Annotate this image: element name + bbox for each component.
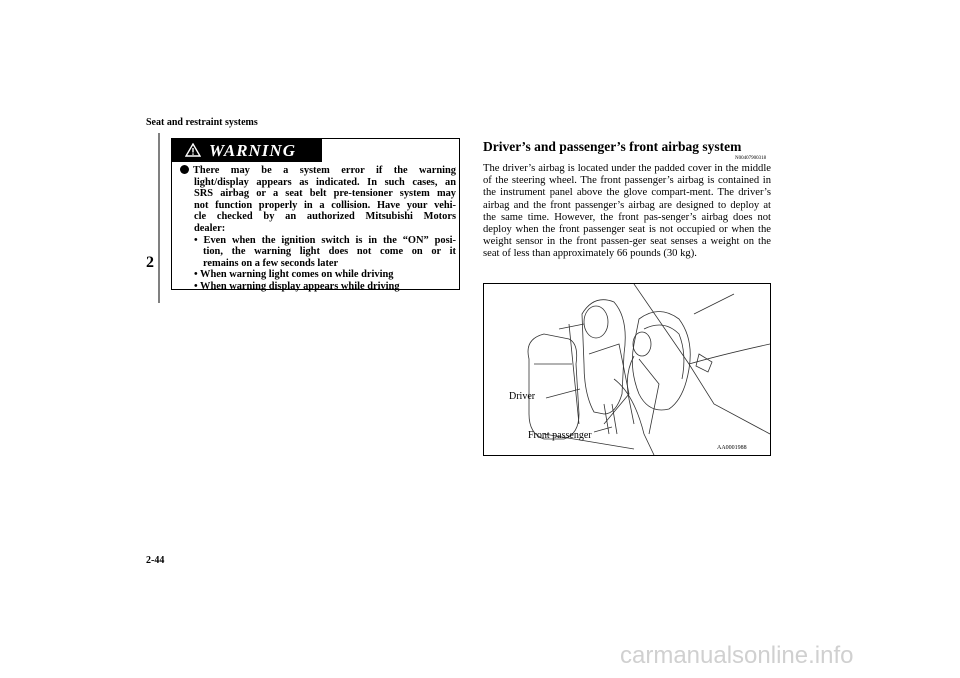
airbag-diagram-icon: [484, 284, 770, 455]
chapter-tab-bar: [146, 133, 162, 303]
watermark: carmanualsonline.info: [620, 642, 854, 669]
warning-text: [180, 165, 456, 293]
driver-label: Driver: [509, 391, 536, 402]
section-body-text: The driver’s airbag is located under the padded cover in the middle of the steering wheel. The front passenger’s airbag is contained in the instrument panel above the glove compart-ment. The driver’s airbag and the front passenger’s airbag are designed to deploy at the same time. However, the front pas-senger’s airbag does not deploy when the front passenger seat is not occupied or when the weight sensor in the front passen-ger seat senses a weight on the seat of less than approximately 66 pounds (30 kg).: [483, 163, 771, 260]
warning-line: not function properly in a collision. Have your vehi-: [194, 199, 456, 211]
bullet-dot-icon: [180, 165, 189, 174]
running-header: Seat and restraint systems: [146, 117, 258, 128]
warning-label: WARNING: [209, 141, 296, 160]
warning-header: [172, 139, 322, 162]
warning-line: cle checked by an authorized Mitsubishi Motors: [194, 211, 456, 223]
warning-line: tion, the warning light does not come on or it: [203, 246, 456, 258]
warning-box: [171, 138, 460, 290]
airbag-illustration: [483, 283, 771, 456]
warning-line: • When warning display appears while driving: [194, 280, 400, 292]
section-code: N00407900318: [735, 156, 767, 161]
front-passenger-label: Front passenger: [528, 430, 592, 441]
page-number: 2-44: [146, 555, 165, 566]
warning-line: SRS airbag or a seat belt pre-tensioner system may: [194, 188, 456, 200]
warning-triangle-icon: [185, 143, 201, 157]
warning-line: light/display appears as indicated. In such cases, an: [194, 176, 456, 188]
warning-line: dealer:: [194, 222, 226, 234]
section-title: Driver’s and passenger’s front airbag system: [483, 139, 742, 154]
warning-line: There may be a system error if the warning: [180, 165, 456, 177]
figure-code: AA0001988: [717, 445, 747, 451]
warning-line: • Even when the ignition switch is in the “ON” posi-: [194, 234, 456, 246]
warning-line: remains on a few seconds later: [203, 257, 339, 269]
warning-line: • When warning light comes on while driving: [194, 269, 394, 281]
chapter-number: 2: [146, 254, 154, 271]
